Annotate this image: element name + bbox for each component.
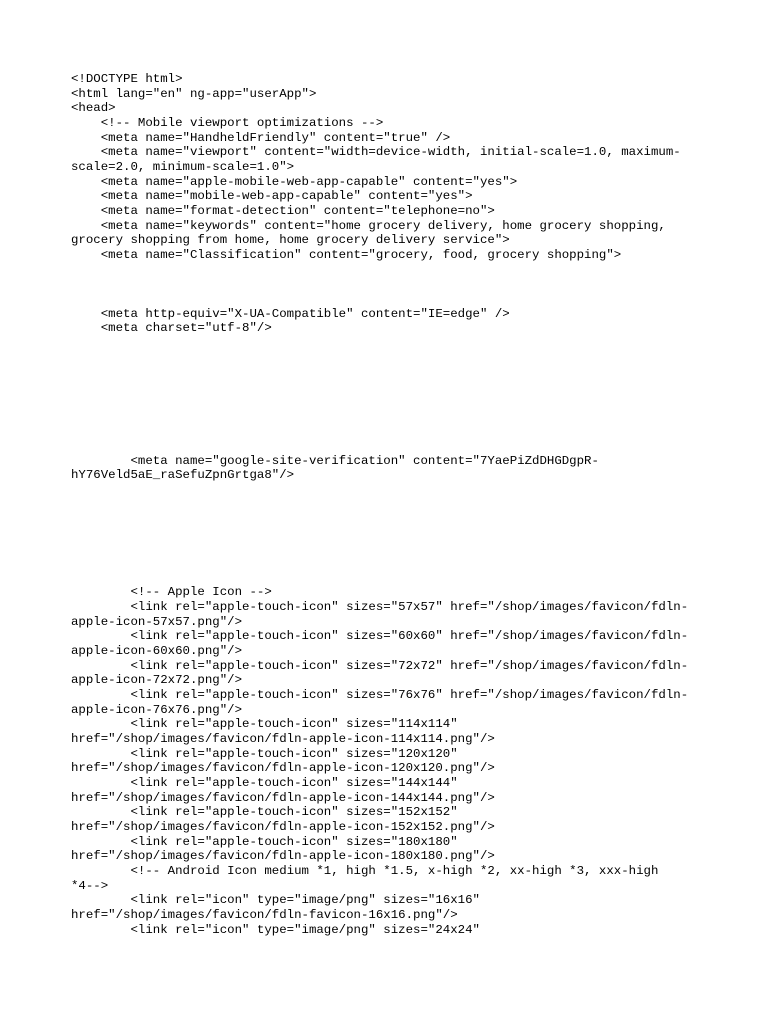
code-line: <meta charset="utf-8"/> — [71, 321, 272, 335]
code-line: <link rel="apple-touch-icon" sizes="180x180" — [71, 835, 458, 849]
code-line: href="/shop/images/favicon/fdln-apple-icon-144x144.png"/> — [71, 791, 495, 805]
code-line: <!-- Apple Icon --> — [71, 585, 272, 599]
code-line: <meta name="Classification" content="grocery, food, grocery shopping"> — [71, 248, 622, 262]
code-line: <meta name="google-site-verification" content="7YaePiZdDHGDgpR- — [71, 454, 599, 468]
code-line: href="/shop/images/favicon/fdln-apple-icon-180x180.png"/> — [71, 849, 495, 863]
code-line: href="/shop/images/favicon/fdln-apple-icon-114x114.png"/> — [71, 732, 495, 746]
code-line: <link rel="apple-touch-icon" sizes="72x72" href="/shop/images/favicon/fdln- — [71, 659, 689, 673]
code-line: href="/shop/images/favicon/fdln-apple-icon-152x152.png"/> — [71, 820, 495, 834]
code-line: <html lang="en" ng-app="userApp"> — [71, 87, 317, 101]
code-line: <meta name="mobile-web-app-capable" content="yes"> — [71, 189, 473, 203]
code-line: href="/shop/images/favicon/fdln-apple-icon-120x120.png"/> — [71, 761, 495, 775]
code-line: <link rel="apple-touch-icon" sizes="152x152" — [71, 805, 458, 819]
code-line: <link rel="apple-touch-icon" sizes="120x120" — [71, 747, 458, 761]
code-line: scale=2.0, minimum-scale=1.0"> — [71, 160, 295, 174]
code-line: <!-- Android Icon medium *1, high *1.5, x-high *2, xx-high *3, xxx-high — [71, 864, 659, 878]
code-line: <link rel="apple-touch-icon" sizes="60x60" href="/shop/images/favicon/fdln- — [71, 629, 689, 643]
code-line: <meta name="keywords" content="home grocery delivery, home grocery shopping, — [71, 219, 666, 233]
code-line: <meta name="apple-mobile-web-app-capable" content="yes"> — [71, 175, 518, 189]
code-line: <head> — [71, 101, 116, 115]
code-line: <meta http-equiv="X-UA-Compatible" content="IE=edge" /> — [71, 307, 510, 321]
code-line: <meta name="HandheldFriendly" content="true" /> — [71, 131, 451, 145]
code-line: *4--> — [71, 879, 109, 893]
code-line: <link rel="apple-touch-icon" sizes="114x114" — [71, 717, 458, 731]
code-line: <!-- Mobile viewport optimizations --> — [71, 116, 384, 130]
code-line: apple-icon-76x76.png"/> — [71, 703, 243, 717]
code-line: <link rel="apple-touch-icon" sizes="144x144" — [71, 776, 458, 790]
code-line: grocery shopping from home, home grocery delivery service"> — [71, 233, 510, 247]
code-line: apple-icon-57x57.png"/> — [71, 615, 243, 629]
code-line: <link rel="apple-touch-icon" sizes="76x76" href="/shop/images/favicon/fdln- — [71, 688, 689, 702]
code-line: hY76Veld5aE_raSefuZpnGrtga8"/> — [71, 468, 295, 482]
code-line: <link rel="icon" type="image/png" sizes="16x16" — [71, 893, 480, 907]
code-line: <!DOCTYPE html> — [71, 72, 183, 86]
code-line: <link rel="icon" type="image/png" sizes="24x24" — [71, 923, 480, 937]
code-line: <meta name="viewport" content="width=device-width, initial-scale=1.0, maximum- — [71, 145, 681, 159]
code-line: apple-icon-72x72.png"/> — [71, 673, 243, 687]
code-line: <meta name="format-detection" content="telephone=no"> — [71, 204, 495, 218]
code-line: apple-icon-60x60.png"/> — [71, 644, 243, 658]
code-line: <link rel="apple-touch-icon" sizes="57x57" href="/shop/images/favicon/fdln- — [71, 600, 689, 614]
code-line: href="/shop/images/favicon/fdln-favicon-16x16.png"/> — [71, 908, 458, 922]
